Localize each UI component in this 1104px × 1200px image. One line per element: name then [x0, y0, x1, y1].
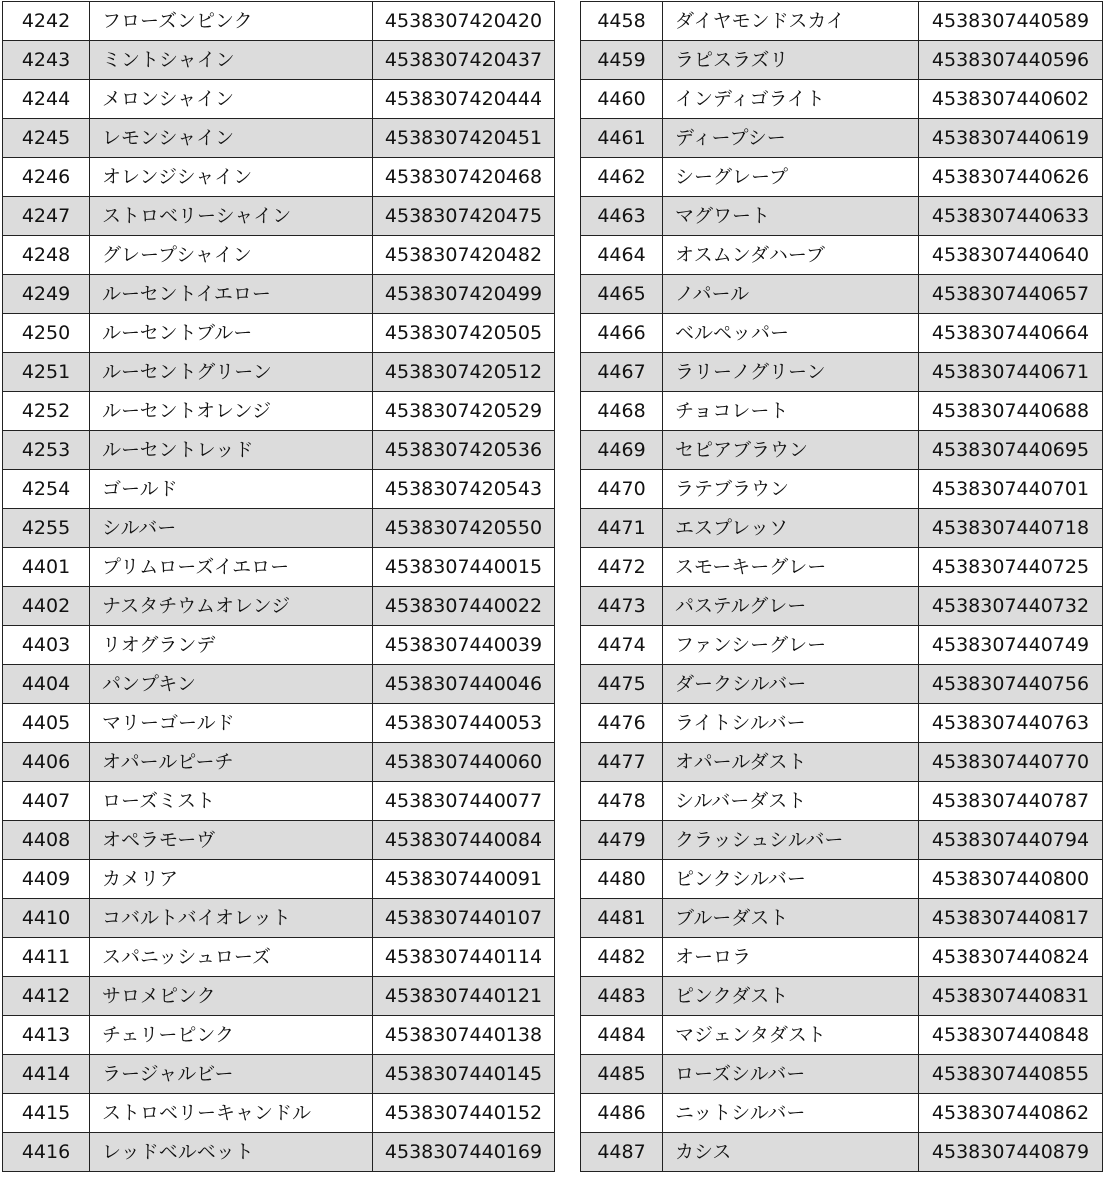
jan-code: 4538307440619: [919, 119, 1103, 158]
table-row: [581, 41, 1103, 80]
color-name: ゴールド: [90, 470, 373, 509]
item-number: 4469: [581, 431, 663, 470]
jan-code: 4538307440763: [919, 704, 1103, 743]
jan-code: 4538307440732: [919, 587, 1103, 626]
color-name: グレープシャイン: [90, 236, 373, 275]
item-number: 4250: [3, 314, 90, 353]
color-name: サロメピンク: [90, 977, 373, 1016]
table-row: [581, 1094, 1103, 1133]
table-row: [3, 1133, 555, 1172]
color-name: ピンクダスト: [663, 977, 919, 1016]
item-number: 4242: [3, 2, 90, 41]
table-row: [3, 977, 555, 1016]
color-name: ルーセントブルー: [90, 314, 373, 353]
jan-code: 4538307420468: [373, 158, 555, 197]
color-name: シーグレープ: [663, 158, 919, 197]
item-number: 4246: [3, 158, 90, 197]
color-name: クラッシュシルバー: [663, 821, 919, 860]
table-row: [581, 275, 1103, 314]
jan-code: 4538307440770: [919, 743, 1103, 782]
color-name: ラリーノグリーン: [663, 353, 919, 392]
item-number: 4486: [581, 1094, 663, 1133]
item-number: 4478: [581, 782, 663, 821]
table-row: [3, 41, 555, 80]
color-name: スパニッシュローズ: [90, 938, 373, 977]
table-row: [581, 236, 1103, 275]
jan-code: 4538307440640: [919, 236, 1103, 275]
color-name: オパールダスト: [663, 743, 919, 782]
jan-code: 4538307440824: [919, 938, 1103, 977]
item-number: 4243: [3, 41, 90, 80]
item-number: 4480: [581, 860, 663, 899]
table-row: [3, 899, 555, 938]
table-row: [581, 977, 1103, 1016]
item-number: 4470: [581, 470, 663, 509]
table-row: [581, 158, 1103, 197]
item-number: 4254: [3, 470, 90, 509]
jan-code: 4538307420499: [373, 275, 555, 314]
jan-code: 4538307440688: [919, 392, 1103, 431]
jan-code: 4538307440046: [373, 665, 555, 704]
right-color-table: [580, 1, 1103, 1172]
color-name: オパールピーチ: [90, 743, 373, 782]
table-row: [3, 782, 555, 821]
color-name: ライトシルバー: [663, 704, 919, 743]
jan-code: 4538307440626: [919, 158, 1103, 197]
jan-code: 4538307440145: [373, 1055, 555, 1094]
color-name: フローズンピンク: [90, 2, 373, 41]
item-number: 4483: [581, 977, 663, 1016]
color-name: インディゴライト: [663, 80, 919, 119]
color-name: エスプレッソ: [663, 509, 919, 548]
item-number: 4247: [3, 197, 90, 236]
item-number: 4405: [3, 704, 90, 743]
jan-code: 4538307440831: [919, 977, 1103, 1016]
color-name: レモンシャイン: [90, 119, 373, 158]
table-row: [3, 587, 555, 626]
table-row: [3, 743, 555, 782]
table-row: [3, 2, 555, 41]
item-number: 4471: [581, 509, 663, 548]
table-row: [581, 665, 1103, 704]
table-row: [3, 1094, 555, 1133]
right-table-body: [581, 2, 1103, 1172]
table-row: [3, 314, 555, 353]
table-row: [581, 197, 1103, 236]
item-number: 4407: [3, 782, 90, 821]
item-number: 4253: [3, 431, 90, 470]
color-name: オーロラ: [663, 938, 919, 977]
item-number: 4410: [3, 899, 90, 938]
jan-code: 4538307420444: [373, 80, 555, 119]
table-row: [581, 821, 1103, 860]
jan-code: 4538307420482: [373, 236, 555, 275]
item-number: 4245: [3, 119, 90, 158]
table-row: [581, 509, 1103, 548]
table-row: [581, 548, 1103, 587]
color-name: ニットシルバー: [663, 1094, 919, 1133]
table-row: [3, 197, 555, 236]
color-name: マリーゴールド: [90, 704, 373, 743]
item-number: 4255: [3, 509, 90, 548]
jan-code: 4538307440671: [919, 353, 1103, 392]
color-name: ルーセントグリーン: [90, 353, 373, 392]
jan-code: 4538307420437: [373, 41, 555, 80]
color-name: ルーセントオレンジ: [90, 392, 373, 431]
jan-code: 4538307420420: [373, 2, 555, 41]
color-name: ダイヤモンドスカイ: [663, 2, 919, 41]
table-row: [581, 2, 1103, 41]
item-number: 4467: [581, 353, 663, 392]
item-number: 4485: [581, 1055, 663, 1094]
table-row: [3, 821, 555, 860]
jan-code: 4538307440718: [919, 509, 1103, 548]
color-name: チョコレート: [663, 392, 919, 431]
item-number: 4406: [3, 743, 90, 782]
item-number: 4477: [581, 743, 663, 782]
item-number: 4468: [581, 392, 663, 431]
jan-code: 4538307440602: [919, 80, 1103, 119]
table-row: [581, 353, 1103, 392]
item-number: 4458: [581, 2, 663, 41]
color-name: オスムンダハーブ: [663, 236, 919, 275]
item-number: 4476: [581, 704, 663, 743]
item-number: 4411: [3, 938, 90, 977]
item-number: 4459: [581, 41, 663, 80]
color-name: ディープシー: [663, 119, 919, 158]
left-color-table: [2, 1, 555, 1172]
item-number: 4401: [3, 548, 90, 587]
color-name: ローズシルバー: [663, 1055, 919, 1094]
jan-code: 4538307440725: [919, 548, 1103, 587]
color-name: コバルトバイオレット: [90, 899, 373, 938]
jan-code: 4538307440169: [373, 1133, 555, 1172]
item-number: 4414: [3, 1055, 90, 1094]
jan-code: 4538307440121: [373, 977, 555, 1016]
table-row: [581, 392, 1103, 431]
jan-code: 4538307440862: [919, 1094, 1103, 1133]
table-row: [581, 743, 1103, 782]
jan-code: 4538307440817: [919, 899, 1103, 938]
table-row: [581, 626, 1103, 665]
table-row: [3, 470, 555, 509]
item-number: 4462: [581, 158, 663, 197]
jan-code: 4538307440015: [373, 548, 555, 587]
jan-code: 4538307440657: [919, 275, 1103, 314]
item-number: 4416: [3, 1133, 90, 1172]
item-number: 4487: [581, 1133, 663, 1172]
table-row: [581, 587, 1103, 626]
table-row: [3, 509, 555, 548]
item-number: 4408: [3, 821, 90, 860]
color-name: ファンシーグレー: [663, 626, 919, 665]
item-number: 4464: [581, 236, 663, 275]
item-number: 4473: [581, 587, 663, 626]
color-name: ラージャルビー: [90, 1055, 373, 1094]
item-number: 4248: [3, 236, 90, 275]
table-row: [3, 353, 555, 392]
color-name: レッドベルベット: [90, 1133, 373, 1172]
jan-code: 4538307440077: [373, 782, 555, 821]
jan-code: 4538307440848: [919, 1016, 1103, 1055]
item-number: 4484: [581, 1016, 663, 1055]
color-name: ルーセントレッド: [90, 431, 373, 470]
color-name: ベルペッパー: [663, 314, 919, 353]
jan-code: 4538307440138: [373, 1016, 555, 1055]
item-number: 4412: [3, 977, 90, 1016]
color-name: ナスタチウムオレンジ: [90, 587, 373, 626]
item-number: 4413: [3, 1016, 90, 1055]
jan-code: 4538307440855: [919, 1055, 1103, 1094]
item-number: 4460: [581, 80, 663, 119]
jan-code: 4538307420550: [373, 509, 555, 548]
item-number: 4404: [3, 665, 90, 704]
jan-code: 4538307440800: [919, 860, 1103, 899]
jan-code: 4538307440787: [919, 782, 1103, 821]
table-row: [581, 314, 1103, 353]
jan-code: 4538307440695: [919, 431, 1103, 470]
color-name: ラテブラウン: [663, 470, 919, 509]
color-name: スモーキーグレー: [663, 548, 919, 587]
table-row: [3, 626, 555, 665]
jan-code: 4538307440084: [373, 821, 555, 860]
color-name: シルバー: [90, 509, 373, 548]
table-row: [3, 236, 555, 275]
jan-code: 4538307440633: [919, 197, 1103, 236]
table-row: [581, 1133, 1103, 1172]
table-row: [581, 1055, 1103, 1094]
table-row: [3, 80, 555, 119]
item-number: 4479: [581, 821, 663, 860]
color-name: ストロベリーキャンドル: [90, 1094, 373, 1133]
table-row: [3, 158, 555, 197]
jan-code: 4538307440701: [919, 470, 1103, 509]
item-number: 4461: [581, 119, 663, 158]
item-number: 4466: [581, 314, 663, 353]
jan-code: 4538307420529: [373, 392, 555, 431]
table-row: [581, 938, 1103, 977]
jan-code: 4538307440664: [919, 314, 1103, 353]
color-name: ルーセントイエロー: [90, 275, 373, 314]
table-row: [581, 1016, 1103, 1055]
table-row: [3, 1055, 555, 1094]
item-number: 4474: [581, 626, 663, 665]
jan-code: 4538307420475: [373, 197, 555, 236]
jan-code: 4538307440152: [373, 1094, 555, 1133]
jan-code: 4538307440039: [373, 626, 555, 665]
jan-code: 4538307440596: [919, 41, 1103, 80]
color-name: ブルーダスト: [663, 899, 919, 938]
jan-code: 4538307420505: [373, 314, 555, 353]
table-row: [3, 548, 555, 587]
jan-code: 4538307440749: [919, 626, 1103, 665]
table-row: [3, 1016, 555, 1055]
color-name: パステルグレー: [663, 587, 919, 626]
item-number: 4249: [3, 275, 90, 314]
color-name: カシス: [663, 1133, 919, 1172]
color-name: チェリーピンク: [90, 1016, 373, 1055]
jan-code: 4538307440091: [373, 860, 555, 899]
table-row: [3, 431, 555, 470]
item-number: 4463: [581, 197, 663, 236]
item-number: 4482: [581, 938, 663, 977]
table-row: [3, 938, 555, 977]
item-number: 4481: [581, 899, 663, 938]
color-name: セピアブラウン: [663, 431, 919, 470]
jan-code: 4538307420536: [373, 431, 555, 470]
item-number: 4415: [3, 1094, 90, 1133]
color-name: ピンクシルバー: [663, 860, 919, 899]
item-number: 4244: [3, 80, 90, 119]
item-number: 4252: [3, 392, 90, 431]
table-row: [581, 899, 1103, 938]
table-row: [3, 392, 555, 431]
table-row: [581, 80, 1103, 119]
item-number: 4403: [3, 626, 90, 665]
table-row: [581, 782, 1103, 821]
color-name: パンプキン: [90, 665, 373, 704]
item-number: 4472: [581, 548, 663, 587]
table-row: [3, 119, 555, 158]
item-number: 4475: [581, 665, 663, 704]
color-name: リオグランデ: [90, 626, 373, 665]
color-name: マグワート: [663, 197, 919, 236]
table-row: [581, 119, 1103, 158]
jan-code: 4538307440589: [919, 2, 1103, 41]
table-row: [3, 860, 555, 899]
color-name: ローズミスト: [90, 782, 373, 821]
color-name: カメリア: [90, 860, 373, 899]
item-number: 4402: [3, 587, 90, 626]
jan-code: 4538307440107: [373, 899, 555, 938]
color-name: プリムローズイエロー: [90, 548, 373, 587]
jan-code: 4538307440114: [373, 938, 555, 977]
item-number: 4409: [3, 860, 90, 899]
table-row: [3, 704, 555, 743]
color-name: ノパール: [663, 275, 919, 314]
jan-code: 4538307440879: [919, 1133, 1103, 1172]
jan-code: 4538307440053: [373, 704, 555, 743]
table-row: [3, 665, 555, 704]
color-name: ラピスラズリ: [663, 41, 919, 80]
table-row: [581, 860, 1103, 899]
jan-code: 4538307440794: [919, 821, 1103, 860]
table-row: [581, 470, 1103, 509]
table-row: [3, 275, 555, 314]
jan-code: 4538307440756: [919, 665, 1103, 704]
table-row: [581, 704, 1103, 743]
jan-code: 4538307420543: [373, 470, 555, 509]
color-name: ダークシルバー: [663, 665, 919, 704]
color-name: シルバーダスト: [663, 782, 919, 821]
color-name: メロンシャイン: [90, 80, 373, 119]
color-name: オレンジシャイン: [90, 158, 373, 197]
jan-code: 4538307420451: [373, 119, 555, 158]
left-table-body: [3, 2, 555, 1172]
color-name: オペラモーヴ: [90, 821, 373, 860]
jan-code: 4538307440060: [373, 743, 555, 782]
jan-code: 4538307420512: [373, 353, 555, 392]
item-number: 4465: [581, 275, 663, 314]
table-row: [581, 431, 1103, 470]
color-name: マジェンタダスト: [663, 1016, 919, 1055]
jan-code: 4538307440022: [373, 587, 555, 626]
color-name: ミントシャイン: [90, 41, 373, 80]
color-name: ストロベリーシャイン: [90, 197, 373, 236]
item-number: 4251: [3, 353, 90, 392]
